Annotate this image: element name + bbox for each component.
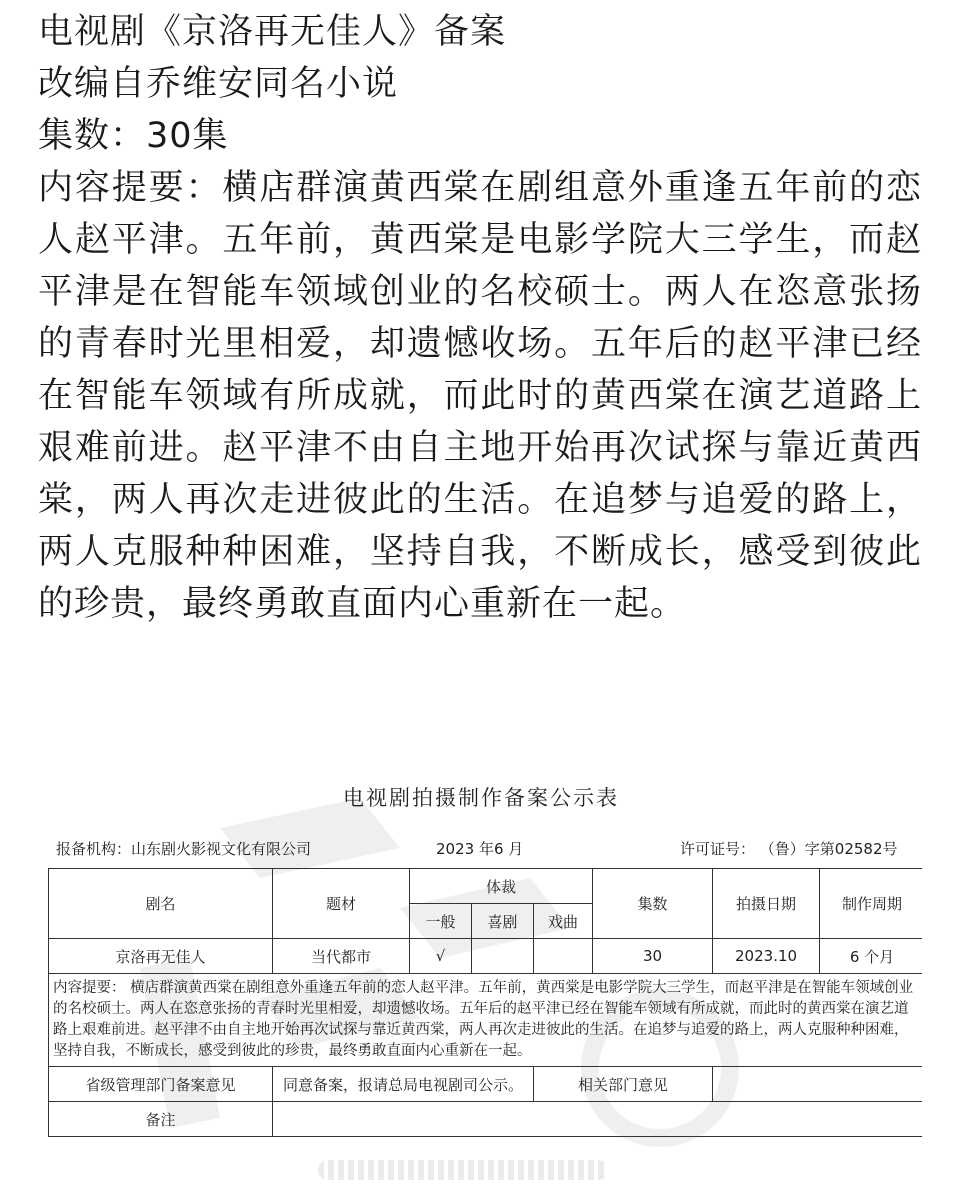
post-episodes: 集数：30集	[38, 116, 229, 156]
header-episodes: 集数	[593, 869, 713, 939]
cell-episodes: 30	[593, 939, 713, 974]
header-cycle: 制作周期	[820, 869, 922, 939]
remarks-value	[273, 1102, 923, 1137]
post-summary: 内容提要：横店群演黄西棠在剧组意外重逢五年前的恋人赵平津。五年前，黄西棠是电影学院大三学生，而赵平津是在智能车领域创业的名校硕士。两人在恣意张扬的青春时光里相爱，却遗憾收场。五年后的赵平津已经在智能车领域有所成就，而此时的黄西棠在演艺道路上艰难前进。赵平津不由自主地开始再次试探与靠近黄西棠，两人再次走进彼此的生活。在追梦与追爱的路上，两人克服种种困难，坚持自我，不断成长，感受到彼此的珍贵，最终勇敢直面内心重新在一起。	[38, 168, 922, 624]
filing-document-image	[40, 768, 922, 1194]
header-genre-opera: 戏曲	[534, 904, 593, 939]
cell-cycle: 6 个月	[820, 939, 922, 974]
cell-summary: 内容提要： 横店群演黄西棠在剧组意外重逢五年前的恋人赵平津。五年前，黄西棠是电影学院大三学生，而赵平津是在智能车领域创业的名校硕士。两人在恣意张扬的青春时光里相爱，却遗憾收场。五年后的赵平津已经在智能车领域有所成就，而此时的黄西棠在演艺道路上艰难前进。赵平津不由自主地开始再次试探与靠近黄西棠，两人再次走进彼此的生活。在追梦与追爱的路上，两人克服种种困难，坚持自我，不断成长，感受到彼此的珍贵，最终勇敢直面内心重新在一起。	[49, 974, 923, 1067]
permit-number: 许可证号： （鲁）字第02582号	[680, 840, 898, 858]
filing-org: 报备机构：山东剧火影视文化有限公司	[56, 840, 312, 858]
post-title: 电视剧《京洛再无佳人》备案	[38, 12, 507, 52]
filing-date: 2023 年6 月	[436, 840, 524, 858]
cell-comedy	[472, 939, 534, 974]
document-title: 电视剧拍摄制作备案公示表	[343, 786, 619, 810]
header-theme: 题材	[273, 869, 410, 939]
header-genre-comedy: 喜剧	[472, 904, 534, 939]
provincial-label: 省级管理部门备案意见	[49, 1067, 273, 1102]
filing-table	[48, 868, 922, 1137]
cell-name: 京洛再无佳人	[49, 939, 273, 974]
cell-theme: 当代都市	[273, 939, 410, 974]
post-text	[38, 6, 922, 630]
blurred-watermark-text	[318, 1160, 608, 1180]
provincial-value: 同意备案，报请总局电视剧司公示。	[273, 1067, 534, 1102]
header-genre-general: 一般	[410, 904, 472, 939]
remarks-label: 备注	[49, 1102, 273, 1137]
header-genre: 体裁	[410, 869, 593, 904]
cell-opera	[534, 939, 593, 974]
related-value	[713, 1067, 922, 1102]
cell-shoot-date: 2023.10	[713, 939, 820, 974]
post-adaptation: 改编自乔维安同名小说	[38, 64, 399, 104]
header-name: 剧名	[49, 869, 273, 939]
related-label: 相关部门意见	[534, 1067, 713, 1102]
cell-general: √	[410, 939, 472, 974]
header-shoot-date: 拍摄日期	[713, 869, 820, 939]
